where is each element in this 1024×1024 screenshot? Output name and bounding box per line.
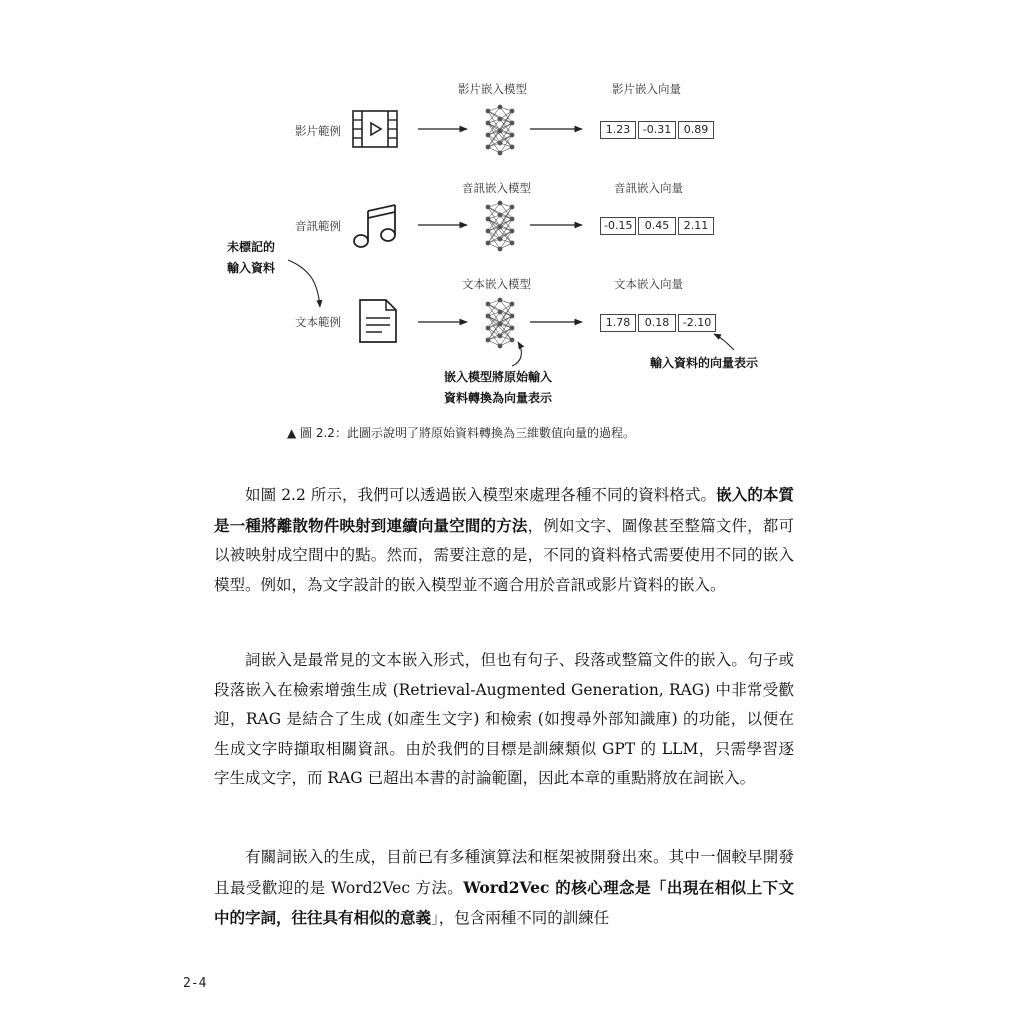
text-run: 」，包含兩種不同的訓練任 bbox=[431, 909, 610, 927]
text-run: ，例如文字、圖像甚至整篇文件，都可以被映射成空間中的點。然而，需要注意的是，不同的資料格式需要使用不同的嵌入模型。例如，為文字設計的嵌入模型並不適合用於音訊或影片資料的嵌入。 bbox=[214, 516, 794, 594]
note-line: 未標記的 bbox=[227, 240, 276, 254]
vector-cell: 1.23 bbox=[600, 121, 636, 139]
audio-model-label: 音訊嵌入模型 bbox=[462, 181, 531, 195]
neural-network-icon bbox=[486, 298, 515, 349]
paragraph-1 bbox=[214, 480, 794, 600]
audio-vector-label: 音訊嵌入向量 bbox=[614, 181, 683, 195]
text-example-label: 文本範例 bbox=[295, 315, 341, 329]
note-line: 資料轉換為向量表示 bbox=[444, 391, 553, 405]
text-run: 有關詞嵌入的生成，目前已有多種演算法和框架被開發出來。其中一個較早開發且最受歡迎的是 Word2Vec 方法。 bbox=[214, 848, 794, 897]
vector-cell: 1.78 bbox=[600, 314, 636, 332]
audio-example-label: 音訊範例 bbox=[295, 219, 341, 233]
audio-vector bbox=[600, 217, 714, 235]
bold-text-run: 嵌入的本質是一種將離散物件映射到連續向量空間的方法 bbox=[214, 485, 794, 535]
text-vector bbox=[600, 314, 716, 332]
vector-cell: 0.45 bbox=[638, 217, 676, 235]
vector-cell: 0.18 bbox=[638, 314, 676, 332]
video-vector bbox=[600, 121, 714, 139]
text-model-label: 文本嵌入模型 bbox=[462, 277, 531, 291]
paragraph-2: 詞嵌入是最常見的文本嵌入形式，但也有句子、段落或整篇文件的嵌入。句子或段落嵌入在檢索增強生成 (Retrieval-Augmented Generation, RAG) 中非常受歡迎，RAG 是結合了生成 (如產生文字) 和檢索 (如搜尋外部知識庫) 的功能，以便在生成文字時擷取相關資訊。由於我們的目標是訓練類似 GPT 的 LLM，只需學習逐字生成文字，而 RAG 已超出本書的討論範圍，因此本章的重點將放在詞嵌入。 bbox=[214, 651, 794, 787]
neural-network-icon bbox=[486, 105, 515, 156]
vector-cell: 2.11 bbox=[678, 217, 714, 235]
video-vector-label: 影片嵌入向量 bbox=[612, 82, 681, 96]
text-run: 如圖 2.2 所示，我們可以透過嵌入模型來處理各種不同的資料格式。 bbox=[245, 486, 717, 504]
vector-cell: 0.89 bbox=[678, 121, 714, 139]
text-vector-label: 文本嵌入向量 bbox=[614, 277, 683, 291]
video-example-label: 影片範例 bbox=[295, 124, 341, 138]
video-model-label: 影片嵌入模型 bbox=[458, 82, 527, 96]
bold-text-run: Word2Vec 的核心理念是「出現在相似上下文中的字詞，往往具有相似的意義 bbox=[214, 877, 794, 927]
vector-cell: -0.15 bbox=[600, 217, 636, 235]
page-number: 2-4 bbox=[183, 976, 207, 991]
unlabeled-data-note bbox=[227, 237, 275, 279]
model-note bbox=[444, 367, 552, 409]
vector-note: 輸入資料的向量表示 bbox=[650, 356, 759, 370]
note-line: 嵌入模型將原始輸入 bbox=[444, 370, 553, 384]
paragraph-3 bbox=[214, 843, 794, 934]
figure-caption: ▲ 圖 2.2：此圖示說明了將原始資料轉換為三維數值向量的過程。 bbox=[287, 426, 635, 440]
vector-cell: -0.31 bbox=[638, 121, 676, 139]
neural-network-icon bbox=[486, 201, 515, 252]
vector-cell: -2.10 bbox=[678, 314, 716, 332]
note-line: 輸入資料 bbox=[227, 261, 276, 275]
